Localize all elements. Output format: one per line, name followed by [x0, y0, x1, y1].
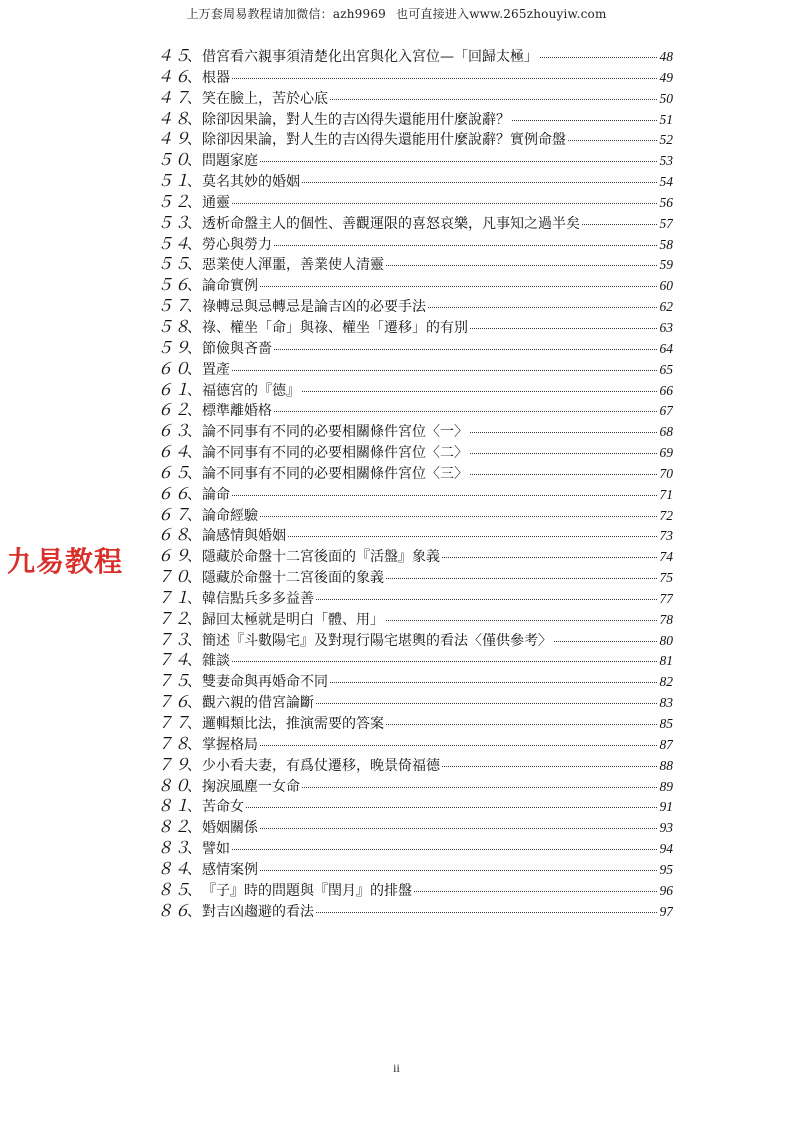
toc-entry[interactable] — [157, 234, 673, 255]
toc-entry-page: 89 — [659, 778, 673, 794]
toc-entry-title[interactable]: 惡業使人渾噩，善業使人清靈 — [202, 257, 384, 274]
toc-entry-title[interactable]: 除卻因果論，對人生的吉凶得失還能用什麼說辭？實例命盤 — [202, 132, 566, 149]
toc-separator: 、 — [187, 424, 201, 441]
header-text-2: 也可直接进入www.265zhouyiw.com — [396, 7, 607, 21]
toc-separator: 、 — [187, 820, 201, 837]
toc-entry-number: ６３ — [157, 421, 192, 441]
toc-entry-number: ６５ — [157, 462, 192, 482]
toc-dot-leader — [232, 370, 657, 371]
toc-entry[interactable] — [157, 317, 673, 338]
toc-separator: 、 — [187, 49, 201, 65]
toc-entry-page: 65 — [659, 361, 673, 377]
toc-dot-leader — [274, 245, 657, 246]
toc-separator: 、 — [187, 590, 201, 607]
toc-entry-title[interactable]: 簡述『斗數陽宅』及對現行陽宅堪輿的看法〈僅供參考〉 — [202, 632, 552, 649]
toc-entry-title[interactable]: 雙妻命與再婚命不同 — [202, 674, 328, 691]
toc-entry-page: 48 — [659, 49, 673, 64]
toc-entry[interactable] — [157, 796, 673, 817]
toc-separator: 、 — [187, 236, 201, 253]
toc-entry[interactable] — [157, 755, 673, 776]
toc-entry-number: ８１ — [157, 796, 192, 816]
toc-separator: 、 — [187, 486, 201, 503]
toc-entry-page: 85 — [659, 716, 673, 731]
toc-entry-page: 58 — [659, 236, 673, 252]
toc-entry-number: ８６ — [157, 900, 192, 920]
toc-entry[interactable] — [157, 901, 673, 922]
toc-entry-page: 72 — [659, 507, 673, 523]
toc-entry[interactable] — [157, 734, 673, 755]
toc-separator: 、 — [187, 278, 201, 295]
toc-entry-number: ４６ — [157, 66, 192, 86]
toc-dot-leader — [442, 557, 657, 558]
toc-entry-number: ７９ — [157, 754, 192, 774]
toc-entry-number: ８０ — [157, 775, 192, 795]
toc-entry-title[interactable]: 掌握格局 — [202, 736, 258, 753]
toc-entry-page: 94 — [659, 841, 673, 857]
toc-entry-page: 71 — [659, 486, 673, 502]
toc-entry-number: ５８ — [157, 316, 192, 336]
toc-separator: 、 — [187, 257, 201, 274]
toc-entry-title[interactable]: 節儉與吝嗇 — [202, 340, 272, 357]
toc-entry-number: ７６ — [157, 692, 192, 712]
page-header — [0, 5, 793, 22]
toc-entry-page: 93 — [659, 820, 673, 836]
toc-dot-leader — [386, 578, 657, 579]
toc-separator: 、 — [187, 194, 201, 211]
toc-entry[interactable] — [157, 505, 673, 526]
toc-dot-leader — [386, 620, 657, 621]
toc-entry-page: 56 — [659, 194, 673, 210]
toc-dot-leader — [274, 349, 657, 350]
toc-entry-page: 88 — [659, 757, 673, 773]
toc-entry-page: 77 — [659, 590, 673, 606]
toc-entry[interactable] — [157, 630, 673, 651]
toc-entry-title[interactable]: 『子』時的問題與『閏月』的排盤 — [202, 882, 412, 899]
toc-dot-leader — [246, 807, 657, 808]
toc-entry-page: 70 — [659, 465, 673, 481]
toc-entry-title[interactable]: 譬如 — [202, 841, 230, 858]
toc-entry-title[interactable]: 對吉凶趨避的看法 — [202, 903, 314, 920]
toc-entry[interactable] — [157, 275, 673, 296]
toc-entry-number: ７５ — [157, 671, 192, 691]
toc-entry-title[interactable]: 論不同事有不同的必要相關條件宮位〈三〉 — [202, 465, 468, 482]
toc-dot-leader — [386, 265, 657, 266]
toc-separator: 、 — [187, 903, 201, 920]
toc-entry-number: ７７ — [157, 713, 192, 732]
toc-entry[interactable] — [157, 484, 673, 505]
toc-entry-number: ４８ — [157, 108, 192, 128]
toc-dot-leader — [232, 849, 657, 850]
toc-entry-page: 53 — [659, 153, 673, 169]
toc-dot-leader — [232, 495, 657, 496]
toc-entry-number: ５６ — [157, 275, 192, 295]
toc-entry-title[interactable]: 邏輯類比法，推演需要的答案 — [202, 716, 384, 732]
toc-entry-number: ６７ — [157, 504, 192, 524]
toc-entry-page: 59 — [659, 257, 673, 273]
toc-entry-page: 67 — [659, 403, 673, 419]
toc-entry-number: ４５ — [157, 46, 192, 65]
toc-entry-title[interactable]: 婚姻關係 — [202, 820, 258, 837]
toc-entry-page: 75 — [659, 570, 673, 586]
toc-entry-page: 49 — [659, 69, 673, 85]
toc-entry-number: ５３ — [157, 212, 192, 232]
toc-entry[interactable] — [157, 817, 673, 838]
toc-entry-page: 97 — [659, 903, 673, 919]
toc-entry-page: 96 — [659, 882, 673, 898]
toc-entry-number: ７１ — [157, 587, 192, 607]
toc-entry-title[interactable]: 通靈 — [202, 194, 230, 211]
toc-entry-title[interactable]: 問題家庭 — [202, 153, 258, 170]
toc-entry-number: ８２ — [157, 817, 192, 837]
toc-dot-leader — [274, 411, 657, 412]
toc-entry-title[interactable]: 根器 — [202, 69, 230, 86]
table-of-contents — [157, 46, 673, 921]
toc-entry[interactable] — [157, 588, 673, 609]
toc-entry[interactable] — [157, 713, 673, 734]
toc-entry[interactable] — [157, 859, 673, 880]
toc-dot-leader — [260, 745, 657, 746]
toc-entry-title[interactable]: 莫名其妙的婚姻 — [202, 174, 300, 191]
toc-dot-leader — [232, 203, 657, 204]
toc-entry[interactable] — [157, 109, 673, 130]
toc-entry-page: 51 — [659, 111, 673, 127]
toc-entry-title[interactable]: 論命 — [202, 486, 230, 503]
toc-dot-leader — [302, 182, 657, 183]
toc-entry-page: 68 — [659, 424, 673, 440]
toc-dot-leader — [470, 474, 657, 475]
toc-separator: 、 — [187, 674, 201, 691]
toc-entry[interactable] — [157, 525, 673, 546]
toc-entry-title[interactable]: 透析命盤主人的個性、善觀運限的喜怒哀樂，凡事知之過半矣 — [202, 215, 580, 232]
toc-entry-number: ５９ — [157, 337, 192, 357]
toc-separator: 、 — [187, 528, 201, 545]
page-number: ii — [393, 1061, 400, 1075]
toc-separator: 、 — [187, 757, 201, 774]
toc-separator: 、 — [187, 340, 201, 357]
toc-dot-leader — [470, 328, 657, 329]
toc-entry-number: ７２ — [157, 608, 192, 628]
toc-dot-leader — [428, 307, 657, 308]
toc-entry[interactable] — [157, 838, 673, 859]
toc-entry-page: 50 — [659, 90, 673, 106]
toc-entry-title[interactable]: 少小看夫妻，有爲仗遷移，晚景倚福德 — [202, 757, 440, 774]
toc-entry-page: 87 — [659, 736, 673, 752]
toc-entry[interactable] — [157, 338, 673, 359]
toc-entry-number: ６２ — [157, 400, 192, 420]
toc-entry-title[interactable]: 論不同事有不同的必要相關條件宮位〈一〉 — [202, 424, 468, 441]
toc-entry-title[interactable]: 隱藏於命盤十二宮後面的象義 — [202, 570, 384, 587]
toc-dot-leader — [316, 599, 657, 600]
toc-entry-page: 63 — [659, 319, 673, 335]
toc-entry-page: 52 — [659, 132, 673, 148]
toc-separator: 、 — [187, 153, 201, 170]
toc-separator: 、 — [187, 716, 201, 732]
toc-entry-page: 57 — [659, 215, 673, 231]
toc-separator: 、 — [187, 361, 201, 378]
toc-entry[interactable] — [157, 150, 673, 171]
toc-dot-leader — [330, 99, 657, 100]
toc-separator: 、 — [187, 319, 201, 336]
toc-entry-page: 80 — [659, 632, 673, 648]
toc-separator: 、 — [187, 174, 201, 191]
toc-dot-leader — [540, 57, 657, 58]
toc-entry-number: ６０ — [157, 358, 192, 378]
toc-dot-leader — [316, 703, 657, 704]
toc-entry-title[interactable]: 歸回太極就是明白「體、用」 — [202, 611, 384, 628]
toc-entry[interactable] — [157, 380, 673, 401]
toc-entry-page: 69 — [659, 445, 673, 461]
toc-separator: 、 — [187, 69, 201, 86]
toc-entry-number: ６４ — [157, 442, 192, 462]
toc-separator: 、 — [187, 465, 201, 482]
toc-separator: 、 — [187, 382, 201, 399]
toc-dot-leader — [470, 453, 657, 454]
toc-dot-leader — [302, 391, 657, 392]
toc-entry[interactable] — [157, 129, 673, 150]
toc-entry-title[interactable]: 感情案例 — [202, 861, 258, 878]
toc-entry[interactable] — [157, 171, 673, 192]
toc-entry-page: 73 — [659, 528, 673, 544]
toc-dot-leader — [302, 787, 657, 788]
toc-entry-page: 81 — [659, 653, 673, 669]
toc-entry[interactable] — [157, 880, 673, 901]
toc-entry-number: ５５ — [157, 254, 192, 274]
toc-entry[interactable] — [157, 609, 673, 630]
toc-dot-leader — [582, 224, 657, 225]
toc-dot-leader — [260, 286, 657, 287]
toc-entry-title[interactable]: 論命實例 — [202, 278, 258, 295]
toc-entry-page: 62 — [659, 299, 673, 315]
toc-dot-leader — [232, 78, 657, 79]
toc-entry-title[interactable]: 論命經驗 — [202, 507, 258, 524]
toc-entry-title[interactable]: 觀六親的借宮論斷 — [202, 695, 314, 712]
toc-entry[interactable] — [157, 692, 673, 713]
toc-dot-leader — [386, 724, 657, 725]
toc-dot-leader — [330, 682, 657, 683]
toc-entry-title[interactable]: 苦命女 — [202, 799, 244, 816]
toc-separator: 、 — [187, 299, 201, 316]
toc-entry-page: 60 — [659, 278, 673, 294]
toc-entry[interactable] — [157, 776, 673, 797]
toc-entry[interactable] — [157, 67, 673, 88]
toc-separator: 、 — [187, 653, 201, 670]
toc-dot-leader — [414, 891, 657, 892]
toc-entry-number: ６１ — [157, 379, 192, 399]
toc-entry-title[interactable]: 勞心與勞力 — [202, 236, 272, 253]
toc-dot-leader — [470, 432, 657, 433]
toc-entry[interactable] — [157, 463, 673, 484]
toc-dot-leader — [316, 912, 657, 913]
toc-entry-number: ８４ — [157, 858, 192, 878]
toc-dot-leader — [442, 766, 657, 767]
toc-entry-number: ７４ — [157, 650, 192, 670]
toc-separator: 、 — [187, 549, 201, 566]
toc-entry-page: 78 — [659, 611, 673, 627]
toc-entry[interactable] — [157, 213, 673, 234]
toc-separator: 、 — [187, 111, 201, 128]
toc-entry-title[interactable]: 掬淚風塵一女命 — [202, 778, 300, 795]
toc-dot-leader — [260, 161, 657, 162]
toc-entry-page: 64 — [659, 340, 673, 356]
toc-separator: 、 — [187, 632, 201, 649]
toc-entry-number: ５７ — [157, 296, 192, 316]
toc-dot-leader — [260, 870, 657, 871]
toc-entry-number: ８５ — [157, 879, 192, 899]
toc-entry-number: ６６ — [157, 483, 192, 503]
toc-separator: 、 — [187, 215, 201, 232]
toc-dot-leader — [232, 661, 657, 662]
toc-separator: 、 — [187, 570, 201, 587]
toc-entry-title[interactable]: 置產 — [202, 361, 230, 378]
toc-entry-number: ７３ — [157, 629, 192, 649]
toc-entry-number: ５２ — [157, 191, 192, 211]
watermark-logo: 九易教程 — [7, 545, 124, 578]
toc-entry-number: ５４ — [157, 233, 192, 253]
toc-entry-number: ４７ — [157, 87, 192, 107]
toc-entry-title[interactable]: 論感情與婚姻 — [202, 528, 286, 545]
toc-entry-title[interactable]: 祿、權坐「命」與祿、權坐「遷移」的有別 — [202, 319, 468, 336]
toc-entry[interactable] — [157, 442, 673, 463]
toc-separator: 、 — [187, 882, 201, 899]
toc-dot-leader — [260, 516, 657, 517]
toc-entry[interactable] — [157, 567, 673, 588]
toc-entry-page: 74 — [659, 549, 673, 565]
toc-dot-leader — [512, 120, 657, 121]
toc-entry-title[interactable]: 隱藏於命盤十二宮後面的『活盤』象義 — [202, 549, 440, 566]
toc-dot-leader — [260, 828, 657, 829]
toc-entry-title[interactable]: 借宮看六親事須清楚化出宮與化入宮位—「回歸太極」 — [202, 49, 538, 65]
toc-entry-number: ８３ — [157, 838, 192, 858]
toc-entry[interactable] — [157, 421, 673, 442]
toc-entry[interactable] — [157, 671, 673, 692]
toc-entry[interactable] — [157, 546, 673, 567]
toc-separator: 、 — [187, 841, 201, 858]
toc-entry-title[interactable]: 福德宮的『德』 — [202, 382, 300, 399]
toc-entry-number: ６８ — [157, 525, 192, 545]
toc-entry-page: 95 — [659, 861, 673, 877]
toc-entry-title[interactable]: 韓信點兵多多益善 — [202, 590, 314, 607]
toc-entry[interactable] — [157, 254, 673, 275]
toc-entry-page: 83 — [659, 695, 673, 711]
toc-entry[interactable] — [157, 88, 673, 109]
header-text: 上万套周易教程请加微信：azh9969 — [186, 7, 386, 21]
toc-entry-page: 82 — [659, 674, 673, 690]
toc-entry[interactable] — [157, 46, 673, 67]
toc-entry[interactable] — [157, 650, 673, 671]
toc-separator: 、 — [187, 736, 201, 753]
toc-entry-title[interactable]: 雜談 — [202, 653, 230, 670]
toc-entry[interactable] — [157, 359, 673, 380]
toc-entry-number: ７８ — [157, 733, 192, 753]
toc-separator: 、 — [187, 611, 201, 628]
toc-entry-page: 66 — [659, 382, 673, 398]
toc-entry-number: ５０ — [157, 150, 192, 170]
toc-dot-leader — [554, 641, 657, 642]
toc-entry-number: ５１ — [157, 171, 192, 191]
toc-entry-title[interactable]: 笑在臉上，苦於心底 — [202, 90, 328, 107]
toc-entry-title[interactable]: 祿轉忌與忌轉忌是論吉凶的必要手法 — [202, 299, 426, 316]
toc-entry-page: 91 — [659, 799, 673, 815]
toc-separator: 、 — [187, 90, 201, 107]
toc-entry-number: ６９ — [157, 546, 192, 566]
toc-separator: 、 — [187, 695, 201, 712]
toc-entry-number: ４９ — [157, 129, 192, 149]
toc-entry-number: ７０ — [157, 567, 192, 587]
toc-entry-title[interactable]: 論不同事有不同的必要相關條件宮位〈二〉 — [202, 445, 468, 462]
toc-separator: 、 — [187, 132, 201, 149]
toc-dot-leader — [288, 536, 657, 537]
toc-entry-title[interactable]: 除卻因果論，對人生的吉凶得失還能用什麼說辭？ — [202, 111, 510, 128]
toc-dot-leader — [568, 140, 657, 141]
toc-entry-title[interactable]: 標準離婚格 — [202, 403, 272, 420]
toc-separator: 、 — [187, 778, 201, 795]
toc-separator: 、 — [187, 507, 201, 524]
toc-separator: 、 — [187, 861, 201, 878]
toc-separator: 、 — [187, 403, 201, 420]
toc-entry[interactable] — [157, 192, 673, 213]
toc-entry-page: 54 — [659, 174, 673, 190]
toc-entry[interactable] — [157, 296, 673, 317]
toc-separator: 、 — [187, 445, 201, 462]
toc-separator: 、 — [187, 799, 201, 816]
toc-entry[interactable] — [157, 400, 673, 421]
